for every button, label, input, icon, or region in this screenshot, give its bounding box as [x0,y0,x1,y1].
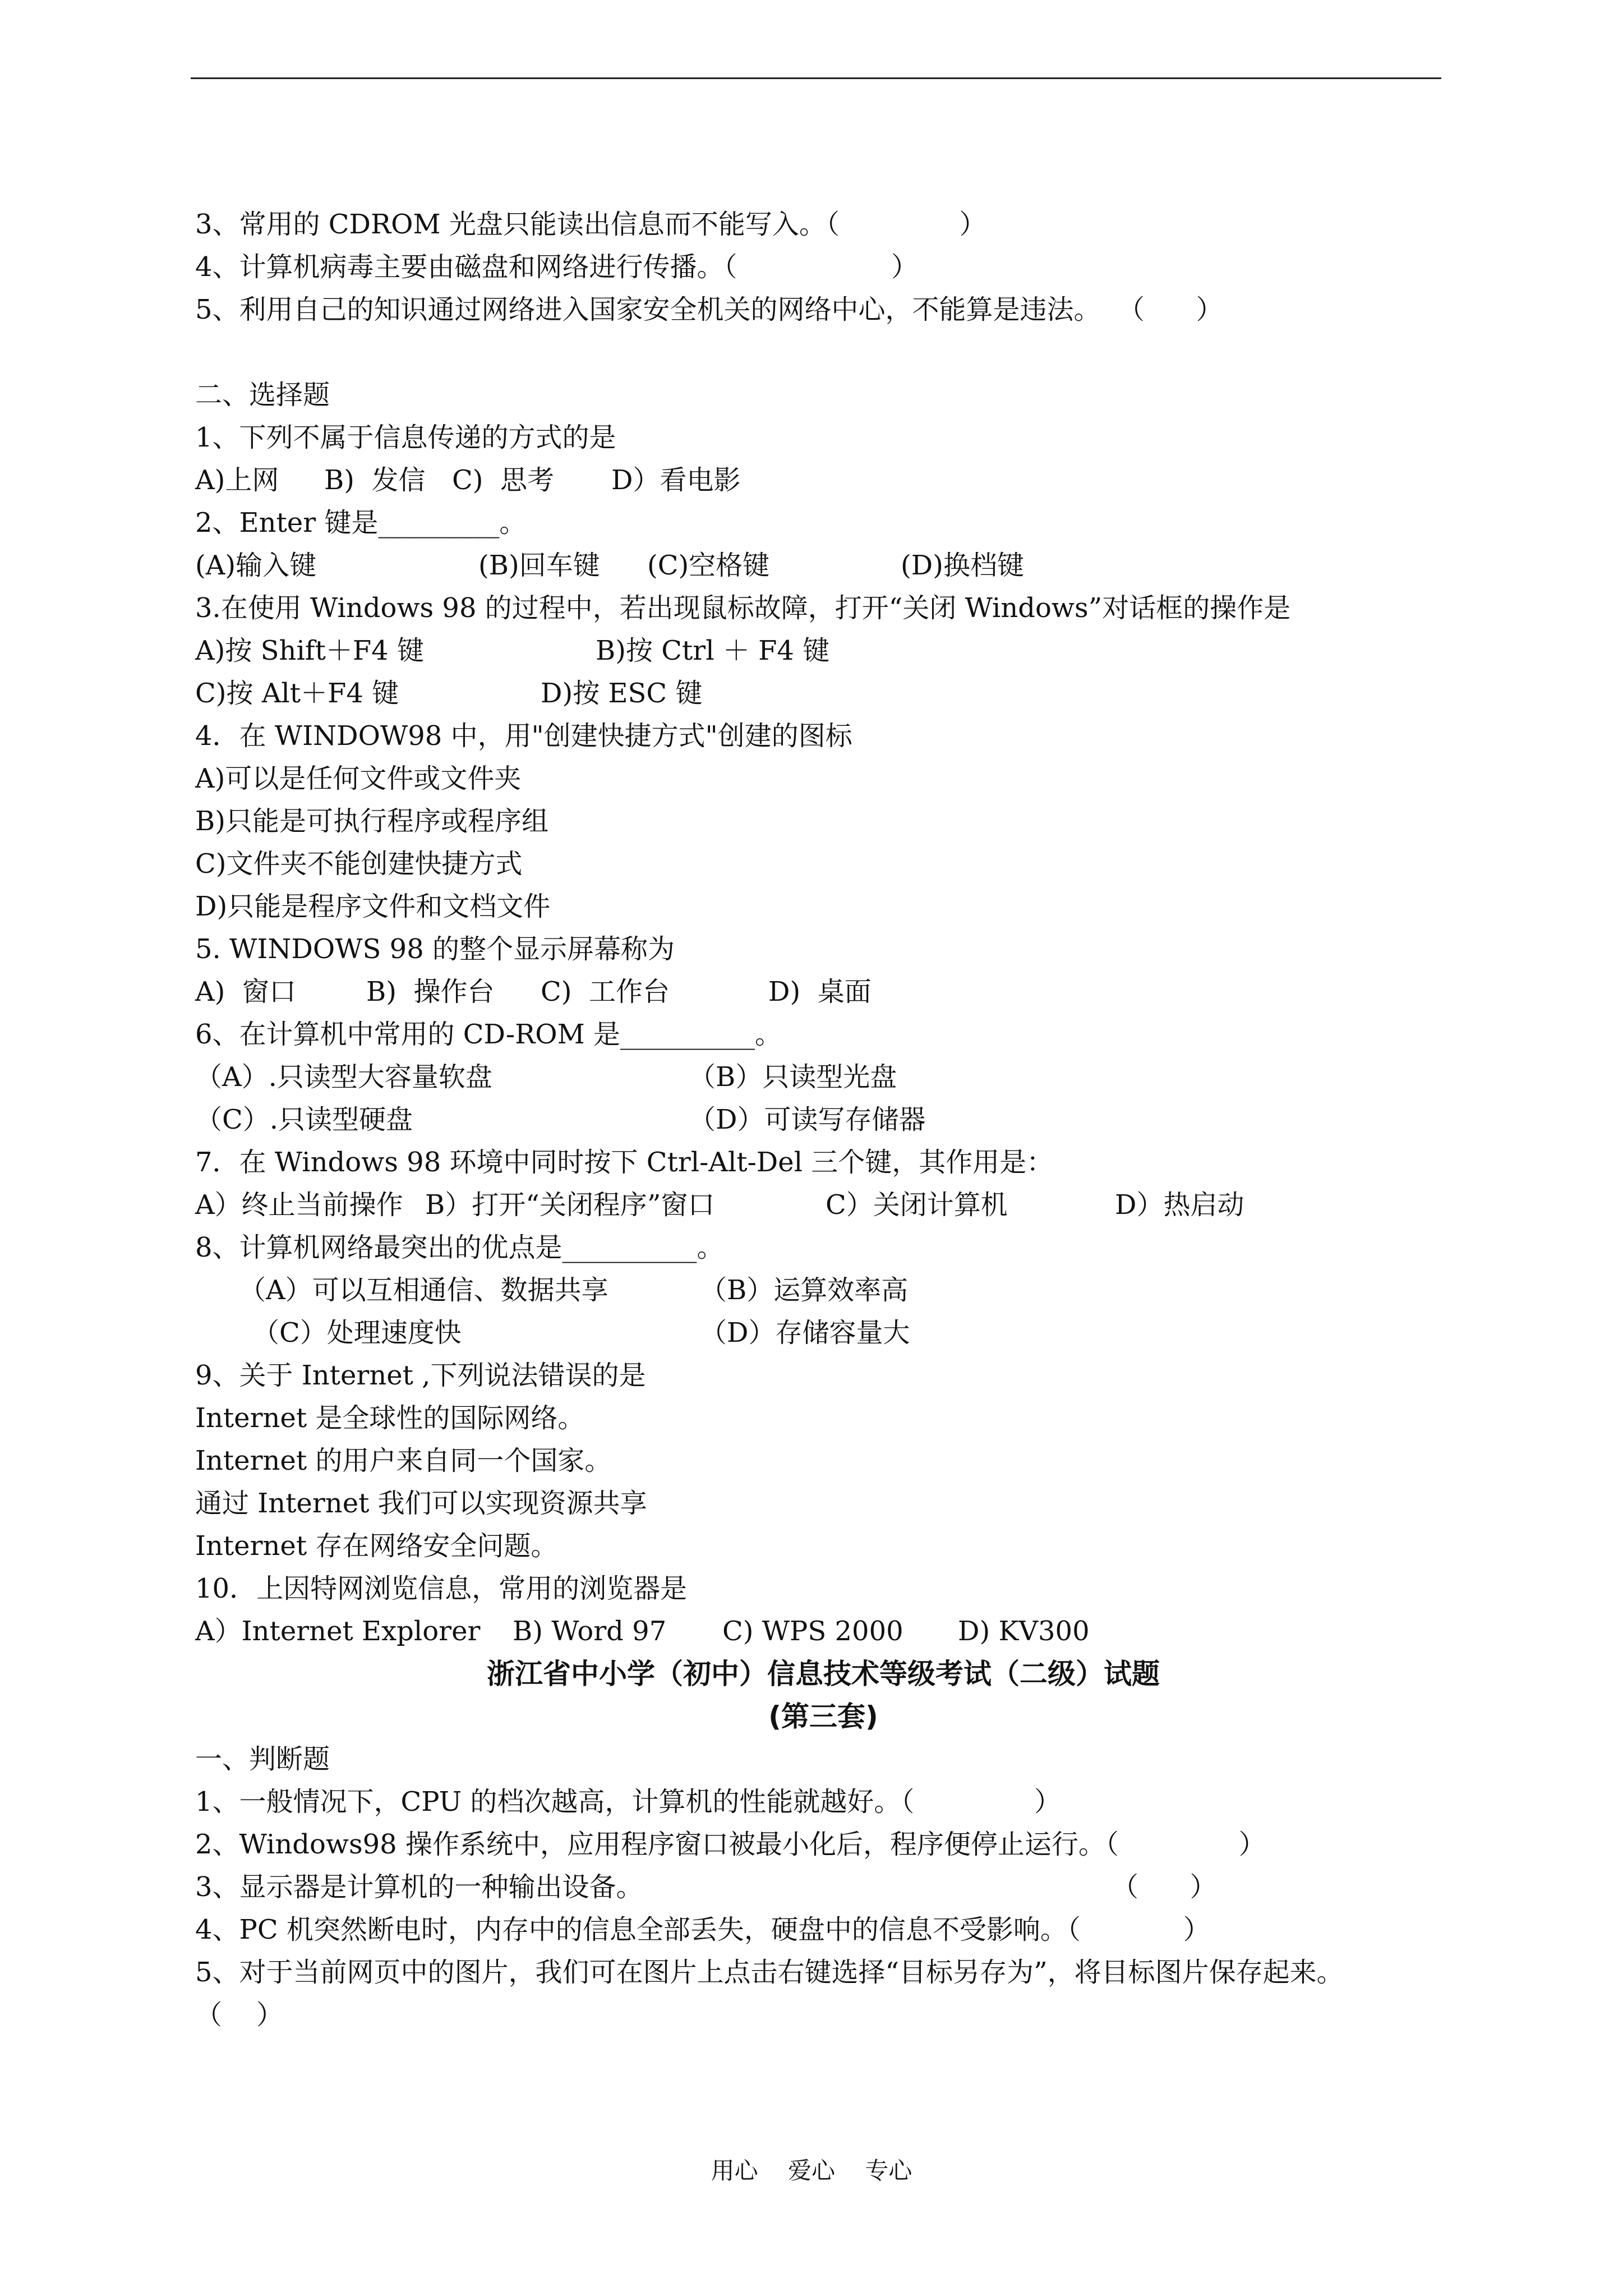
option: B) 操作台 [366,976,495,1007]
option: B) Word 97 [513,1616,667,1647]
question-1-options [195,459,1451,501]
question-2: 2、Enter 键是_________。 [195,507,527,539]
question-7-options [195,1184,1451,1226]
judge-text: 3、显示器是计算机的一种输出设备。 [195,1871,643,1903]
question-8: 8、计算机网络最突出的优点是__________。 [195,1232,724,1263]
question-3: 3.在使用 Windows 98 的过程中，若出现鼠标故障，打开“关闭 Windows”对话框的操作是 [195,592,1291,624]
option: B)只能是可执行程序或程序组 [195,806,549,837]
option: （A）.只读型大容量软盘 [195,1061,492,1093]
option: （D）可读写存储器 [689,1104,926,1135]
option: （B）运算效率高 [700,1274,909,1306]
answer-paren: （ ） [195,1999,284,2031]
exam-title: 浙江省中小学（初中）信息技术等级考试（二级）试题 [487,1658,1160,1690]
judge-item: 4、计算机病毒主要由磁盘和网络进行传播。（ ） [195,251,919,283]
option: D）热启动 [1115,1189,1244,1221]
option: B)按 Ctrl ＋ F4 键 [596,635,830,666]
option: (A)输入键 [195,550,317,581]
section-heading-judge: 一、判断题 [195,1743,330,1775]
option: (B)回车键 [478,550,600,581]
option: A）终止当前操作 [195,1189,403,1221]
exam-subtitle: (第三套) [768,1700,878,1733]
option: D)只能是程序文件和文档文件 [195,891,551,922]
option: （B）只读型光盘 [689,1061,897,1093]
question-2-options [195,544,1451,587]
option: D) KV300 [958,1616,1090,1647]
option: C)文件夹不能创建快捷方式 [195,848,523,880]
option: C)按 Alt＋F4 键 [195,678,399,709]
option: B）打开“关闭程序”窗口 [425,1189,715,1221]
option: D)按 ESC 键 [541,678,703,709]
option: C）关闭计算机 [826,1189,1008,1221]
option: A) 窗口 [195,976,296,1007]
question-1: 1、下列不属于信息传递的方式的是 [195,422,616,453]
header-rule [191,77,1441,79]
question-3-options [195,629,1451,672]
option: B) 发信 [324,464,426,496]
question-6-options [195,1098,1451,1141]
option: （A）可以互相通信、数据共享 [239,1274,608,1306]
option: Internet 的用户来自同一个国家。 [195,1445,612,1476]
question-6: 6、在计算机中常用的 CD-ROM 是__________。 [195,1019,782,1050]
option: （C）.只读型硬盘 [195,1104,413,1135]
option: D) 桌面 [768,976,872,1007]
option: Internet 是全球性的国际网络。 [195,1402,585,1434]
judge-item: 1、一般情况下，CPU 的档次越高，计算机的性能就越好。（ ） [195,1786,1062,1818]
question-7: 7．在 Windows 98 环境中同时按下 Ctrl-Alt-Del 三个键，其作用是： [195,1147,1054,1178]
question-5: 5. WINDOWS 98 的整个显示屏幕称为 [195,933,675,965]
option: Internet 存在网络安全问题。 [195,1530,558,1562]
option: C) WPS 2000 [722,1616,903,1647]
judge-item: 5、对于当前网页中的图片，我们可在图片上点击右键选择“目标另存为”，将目标图片保存起来。 [195,1957,1344,1988]
option: C) 思考 [452,464,554,496]
option: （C）处理速度快 [252,1317,462,1349]
question-3-options [195,672,1451,715]
option: A）Internet Explorer [195,1616,481,1647]
judge-item: 2、Windows98 操作系统中，应用程序窗口被最小化后，程序便停止运行。（ ） [195,1829,1266,1860]
question-5-options [195,970,1451,1013]
page-content [195,203,1451,2036]
page-footer: 用心 爱心 专心 [711,2157,912,2184]
option: A)可以是任何文件或文件夹 [195,763,522,794]
question-4: 4．在 WINDOW98 中，用"创建快捷方式"创建的图标 [195,720,852,752]
question-10-options [195,1610,1451,1653]
judge-item: 4、PC 机突然断电时，内存中的信息全部丢失，硬盘中的信息不受影响。（ ） [195,1914,1210,1945]
question-10: 10．上因特网浏览信息，常用的浏览器是 [195,1573,688,1604]
option: A)上网 [195,464,279,496]
question-8-options [195,1269,1451,1312]
question-8-options [195,1312,1451,1354]
answer-paren: （ ） [1112,1871,1217,1903]
option: C) 工作台 [541,976,670,1007]
option: A)按 Shift＋F4 键 [195,635,424,666]
judge-item: 5、利用自己的知识通过网络进入国家安全机关的网络中心，不能算是违法。 （ ） [195,294,1223,325]
judge-item: 3、常用的 CDROM 光盘只能读出信息而不能写入。（ ） [195,209,986,240]
option: D）看电影 [611,464,741,496]
question-6-options [195,1056,1451,1098]
question-9: 9、关于 Internet ,下列说法错误的是 [195,1360,646,1391]
option: 通过 Internet 我们可以实现资源共享 [195,1488,647,1519]
judge-item [195,1866,1451,1908]
option: (C)空格键 [647,550,770,581]
section-heading-choice: 二、选择题 [195,379,330,411]
option: （D）存储容量大 [700,1317,910,1349]
option: (D)换档键 [901,550,1024,581]
